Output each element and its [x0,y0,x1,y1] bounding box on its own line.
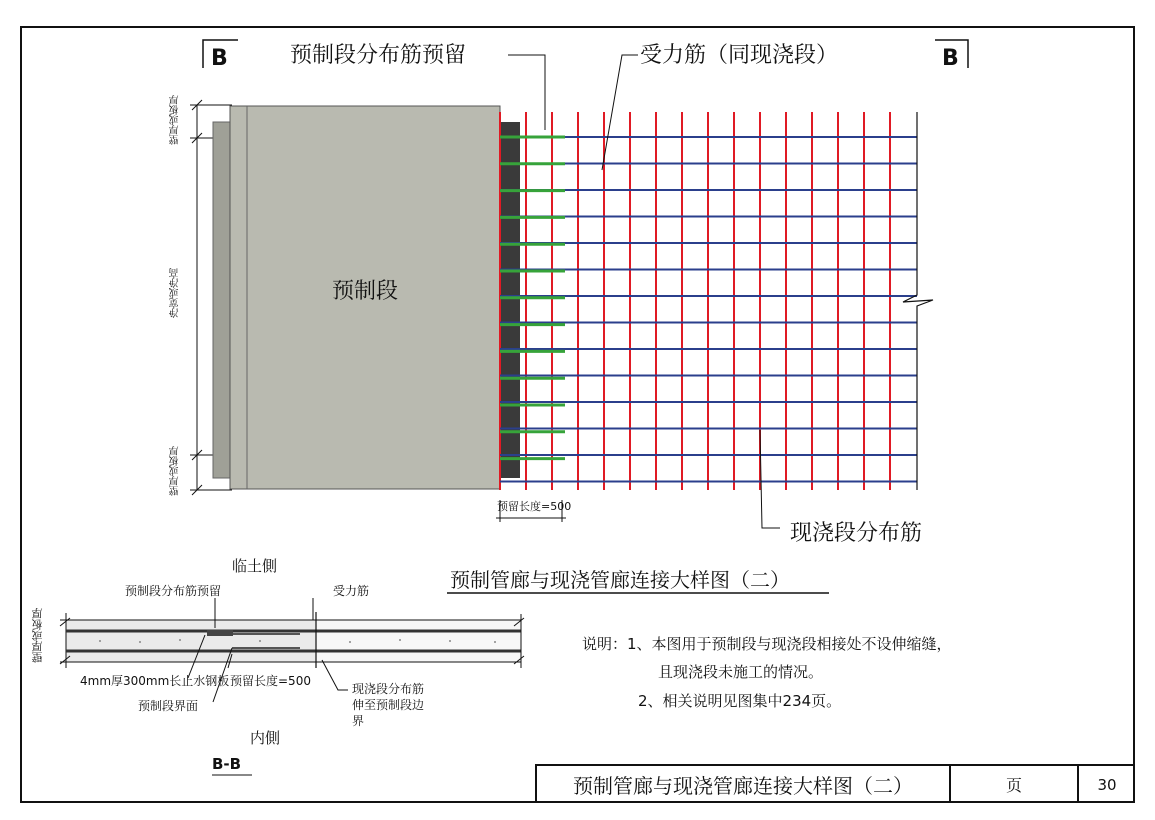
note-line-3: 2、相关说明见图集中234页。 [638,692,842,710]
note-line-1: 说明：1、本图用于预制段与现浇段相接处不设伸缩缝， [582,635,952,653]
label-section-wall-thickness: 壁厚或板厚 [31,608,44,663]
label-cast-rebar-note-3: 界 [352,714,365,728]
title-block-title: 预制管廊与现浇管廊连接大样图（二） [537,766,951,803]
rebar-grid [500,112,917,490]
break-symbol [903,112,933,490]
section-mark-left-label: B [211,46,228,71]
dim-clear-width: 净宽或净高 [170,268,181,318]
dim-wall-thickness-bottom: 壁厚或板厚 [170,446,181,496]
note-line-2: 且现浇段未施工的情况。 [658,663,824,681]
label-precast-segment: 预制段 [332,279,399,304]
label-interface: 预制段界面 [138,699,199,713]
label-precast-dist-rebar-reserve: 预制段分布筋预留 [290,43,467,68]
label-cast-dist-rebar: 现浇段分布筋 [790,521,923,546]
label-waterstop: 4mm厚300mm长止水钢板 [80,674,230,688]
label-section-precast-reserve: 预制段分布筋预留 [125,584,222,598]
title-block-page-label: 页 [951,766,1079,803]
label-inner-side: 内側 [250,729,281,747]
label-cast-rebar-note-1: 现浇段分布筋 [352,682,425,696]
label-cast-rebar-note-2: 伸至预制段边 [352,698,425,712]
section-name: B-B [212,755,242,773]
section-mark-right-label: B [942,46,959,71]
label-section-main-rebar: 受力筋 [333,584,370,598]
main-title: 预制管廊与现浇管廊连接大样图（二） [450,568,790,592]
label-main-rebar: 受力筋（同现浇段） [640,43,839,68]
label-soil-side: 临土側 [232,557,278,575]
title-block-page-number: 30 [1097,775,1117,794]
leader-lines [508,55,780,528]
label-section-reserve-length: 预留长度=500 [230,674,311,688]
title-block [535,764,1135,803]
label-reserve-length: 预留长度=500 [497,500,572,513]
dim-wall-thickness-top: 壁厚或板厚 [170,95,181,145]
